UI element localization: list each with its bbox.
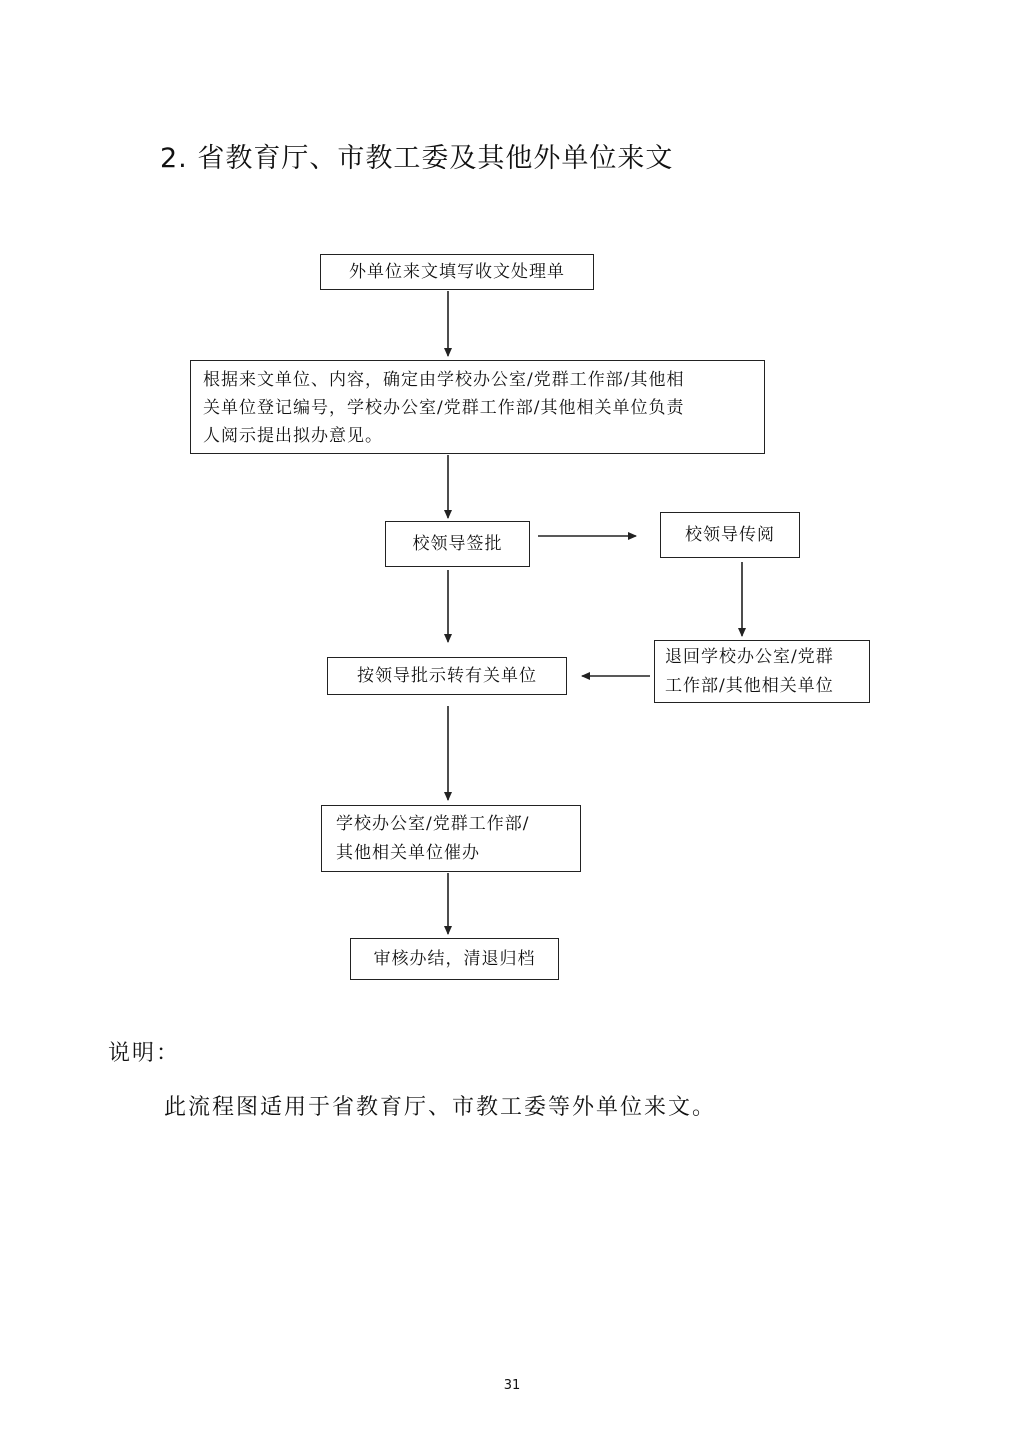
flow-box-leader-circulate <box>660 512 800 558</box>
flow-box-return-line1: 退回学校办公室/党群 <box>665 647 834 667</box>
page-title: 2. 省教育厅、市教工委及其他外单位来文 <box>160 143 674 174</box>
page-number: 31 <box>503 1378 521 1393</box>
flow-box-register-line2: 关单位登记编号，学校办公室/党群工作部/其他相关单位负责 <box>203 398 685 418</box>
flow-box-leader-circulate-text: 校领导传阅 <box>685 525 775 545</box>
note-label: 说明： <box>108 1041 181 1066</box>
flow-box-forward-units <box>327 657 567 695</box>
flow-box-supervise-line1: 学校办公室/党群工作部/ <box>336 814 530 834</box>
flow-box-register-line1: 根据来文单位、内容，确定由学校办公室/党群工作部/其他相 <box>203 370 685 390</box>
flow-box-fill-form <box>320 254 594 290</box>
flow-box-archive-text: 审核办结，清退归档 <box>373 949 536 969</box>
flow-box-return-office <box>654 640 870 703</box>
flow-box-return-line2: 工作部/其他相关单位 <box>665 676 834 696</box>
flow-box-fill-form-text: 外单位来文填写收文处理单 <box>349 262 565 282</box>
flow-box-register-assign <box>190 360 765 454</box>
flow-box-register-line3: 人阅示提出拟办意见。 <box>203 426 383 446</box>
flow-box-archive <box>350 938 559 980</box>
flow-box-supervise-line2: 其他相关单位催办 <box>336 843 480 863</box>
flow-box-leader-approve-text: 校领导签批 <box>412 534 503 554</box>
flow-box-leader-approve <box>385 521 530 567</box>
flow-box-supervise <box>321 805 581 872</box>
note-body: 此流程图适用于省教育厅、市教工委等外单位来文。 <box>164 1095 717 1120</box>
flow-box-forward-units-text: 按领导批示转有关单位 <box>357 666 537 686</box>
